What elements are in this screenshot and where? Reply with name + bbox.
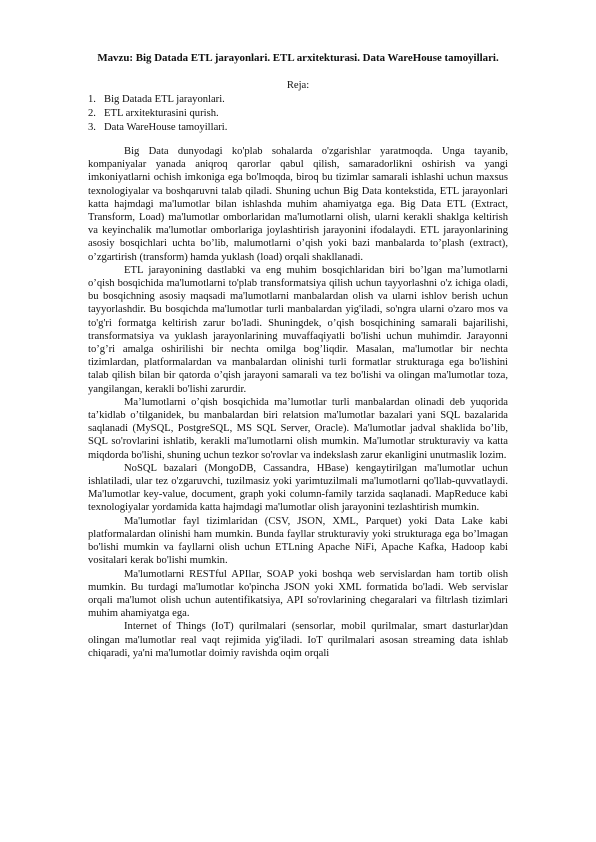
plan-list <box>88 93 227 136</box>
plan-item-number: 2. <box>88 108 96 120</box>
document-body <box>88 145 508 660</box>
plan-item <box>88 93 227 107</box>
body-paragraph: Ma'lumotlar fayl tizimlaridan (CSV, JSON, XML, Parquet) yoki Data Lake kabi platformalardan olinishi ham mumkin. Bunda fayllar strukturaviy yoki strukturaga ega bo’lmagan bo'lishi mumkin va fayllarni olish uchun ETLning Apache NiFi, Apache Kafka, Hadoop kabi vositalari kerak bo'lishi mumkin. <box>88 515 508 567</box>
body-paragraph: Ma’lumotlarni o’qish bosqichida ma’lumotlar turli manbalardan olinadi deb yuqorida ta’kidlab o’tilganidek, bu manbalardan biri relatsion ma'lumotlar bazalari yani SQL bazalarida saqlanadi (MySQL, PostgreSQL, MS SQL Server, Oracle). Ma'lumotlar jadval shaklida bo’lib, SQL so'rovlarini ishlatib, kerakli ma'lumotlarni olish mumkin. Ma'lumotlar strukturaviy va katta miqdorda bo'lishi, shuning uchun tezkor so'rovlar va indekslаsh zarur ekanligini unutmaslik lozim. <box>88 396 508 461</box>
plan-item-text: ETL arxitekturasini qurish. <box>104 108 219 120</box>
plan-item-number: 3. <box>88 122 96 134</box>
body-paragraph: ETL jarayonining dastlabki va eng muhim bosqichlaridan biri bo’lgan ma’lumotlarni o’qish bosqichida ma'lumotlarni to'plab transformatsiya qilish uchun tayyorlashni o'z ichiga oladi, bu bosqichning asosiy maqsadi ma'lumotlarni manbalardan olish va ularni ishlov berish uchun tayyorlashdir. Bu bosqichda ma'lumotlar turli manbalardan yig'iladi, so'ngra ularni o'zaro mos va to'g'ri formatga keltirish zarur bo'ladi. Shuningdek, o’qish bosqichining samarali bajarilishi, transformatsiya va yuklash jarayonlarining muvaffaqiyatli bo'lishi uchun muhimdir. Jarayonni to’g’ri amalga oshirilishi bir nechta omilga bog’liqdir. Masalan, ma'lumotlar bir nechta tizimlardan, platformalardan va manbalardan olinishi turli formatlar strukturaga ega bo'lishini talab qilish bilan bir qatorda o’qish jarayoni samarali va tez bo'lishi va olingan ma'lumotlar toza, yangilangan, kerakli bo'lishi zarurdir. <box>88 264 508 395</box>
body-paragraph: Ma'lumotlarni RESTful APIlar, SOAP yoki boshqa web servislardan ham tortib olish mumkin. Bu turdagi ma'lumotlar ko'pincha JSON yoki XML formatida bo'ladi. Web servislar orqali ma'lumot olish uchun autentifikatsiya, API so'rovlarining chegaralari va filtrlash tizimlari muhim ahamiyatga ega. <box>88 568 508 620</box>
body-paragraph: Big Data dunyodagi ko'plab sohalarda o'zgarishlar yaratmoqda. Unga tayanib, kompaniyalar yanada aniqroq qarorlar qabul qilish, samaradorlikni oshirish va yangi imkoniyatlarni ochish imkoniga ega bo'lmoqda, biroq bu tizimlar samarali ishlashi uchun maxsus texnologiyalar va boshqaruvni talab qiladi. Shuning uchun Big Data kontekstida, ETL jarayonlari katta hajmdagi ma'lumotlar bilan ishlashda muhim ahamiyatga ega. Big Data ETL (Extract, Transform, Load) ma'lumotlar omborlaridan ma'lumotlarni olish, ularni kerakli shaklga keltirish va keyinchalik ma'lumotlar omborlariga joylashtirish jarayonini ifodalaydi. ETL jarayonlarining asosiy bosqichlari uchta bo’lib, malumotlarni o’qish yoki bazi manbalarda to’plash (extract), o’zgartirish (transform) hamda yuklash (load) orqali shakllanadi. <box>88 146 508 263</box>
plan-item <box>88 107 227 121</box>
plan-item-number: 1. <box>88 94 96 105</box>
body-paragraph: NoSQL bazalari (MongoDB, Cassandra, HBase) kengaytirilgan ma'lumotlar uchun ishlatiladi, ular tez o'zgaruvchi, tuzilmasiz yoki yarimtuzilmali ma'lumotlarni qo'llab-quvvatlaydi. Ma'lumotlar key-value, document, graph yoki column-family tarzida saqlanadi. MapReduce kabi texnologiyalar yordamida katta hajmdagi ma'lumotlar olish jarayonini tezlashtirish mumkin. <box>88 462 508 514</box>
plan-item <box>88 121 227 135</box>
plan-item-text: Big Datada ETL jarayonlari. <box>104 94 225 105</box>
plan-heading: Reja: <box>286 80 310 91</box>
document-title: Mavzu: Big Datada ETL jarayonlari. ETL arxitekturasi. Data WareHouse tamoyillari. <box>97 52 499 64</box>
plan-item-text: Data WareHouse tamoyillari. <box>104 122 228 134</box>
body-paragraph: Internet of Things (IoT) qurilmalari (sensorlar, mobil qurilmalar, smart dasturlar)dan olingan ma'lumotlar real vaqt rejimida yig'iladi. IoT qurilmalari asosan streaming data ishlab chiqaradi, ya'ni ma'lumotlar doimiy ravishda oqim orqali <box>88 621 508 659</box>
